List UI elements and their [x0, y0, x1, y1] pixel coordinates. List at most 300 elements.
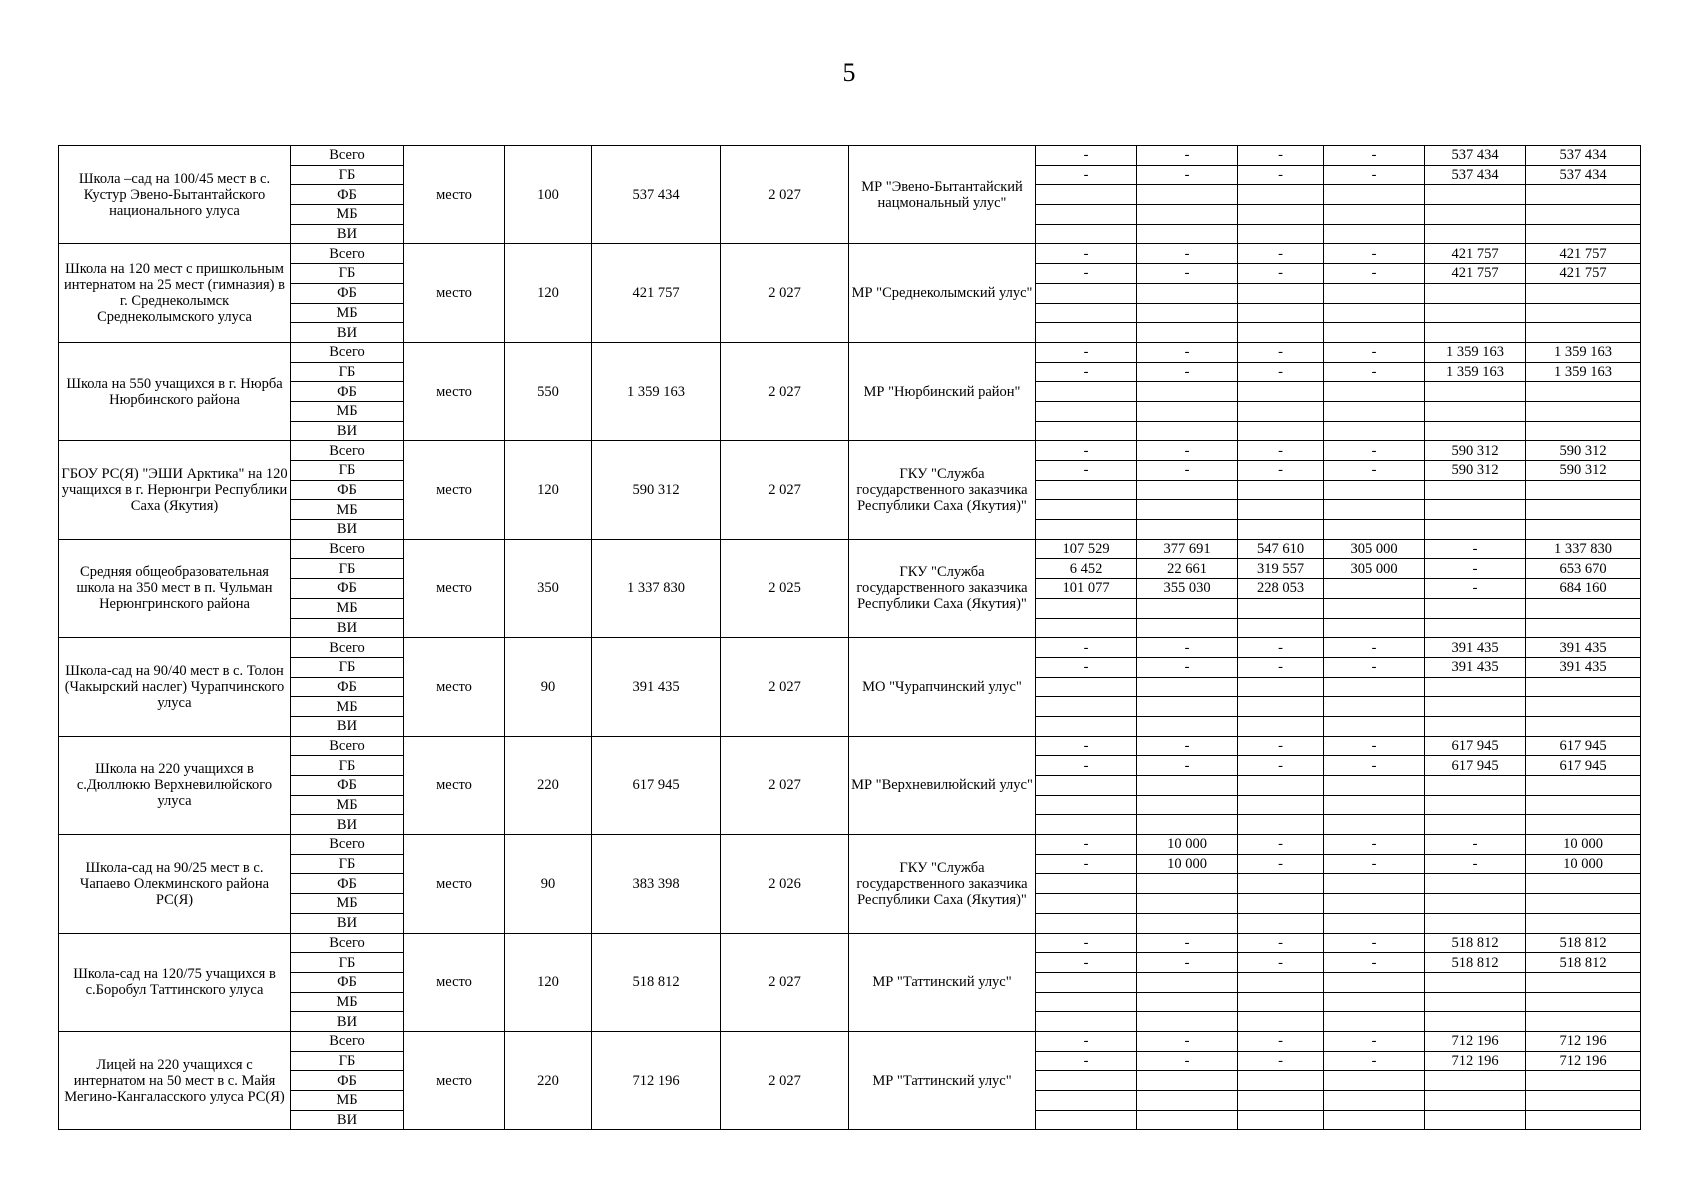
value-cell: 590 312	[1425, 441, 1526, 461]
value-cell	[1425, 677, 1526, 697]
value-cell: 1 359 163	[1425, 342, 1526, 362]
year-cell: 2 026	[721, 835, 849, 933]
value-cell	[1238, 1091, 1324, 1111]
value-cell	[1036, 598, 1137, 618]
value-cell	[1036, 401, 1137, 421]
table-row	[59, 736, 1641, 756]
value-cell: 617 945	[1425, 736, 1526, 756]
capacity-cell: 220	[505, 1031, 592, 1129]
value-cell: 537 434	[1526, 146, 1641, 166]
value-cell	[1324, 894, 1425, 914]
table-row	[59, 244, 1641, 264]
object-name: Школа –сад на 100/45 мест в с. Кустур Эвено-Бытантайского национального улуса	[59, 146, 291, 244]
source-label: ФБ	[291, 283, 404, 303]
value-cell: -	[1238, 1031, 1324, 1051]
source-label: ГБ	[291, 953, 404, 973]
value-cell: -	[1425, 579, 1526, 599]
source-label: ВИ	[291, 815, 404, 835]
capacity-cell: 100	[505, 146, 592, 244]
value-cell: 421 757	[1526, 264, 1641, 284]
value-cell	[1036, 1110, 1137, 1130]
value-cell	[1425, 815, 1526, 835]
value-cell	[1238, 382, 1324, 402]
source-label: ФБ	[291, 185, 404, 205]
value-cell: -	[1137, 933, 1238, 953]
capacity-cell: 90	[505, 638, 592, 736]
value-cell	[1137, 185, 1238, 205]
source-label: ВИ	[291, 421, 404, 441]
page-number: 5	[842, 58, 856, 87]
value-cell: -	[1036, 638, 1137, 658]
value-cell: 712 196	[1526, 1031, 1641, 1051]
value-cell: 101 077	[1036, 579, 1137, 599]
value-cell: -	[1324, 854, 1425, 874]
value-cell: 617 945	[1526, 736, 1641, 756]
value-cell: -	[1238, 165, 1324, 185]
capacity-cell: 90	[505, 835, 592, 933]
value-cell: -	[1238, 441, 1324, 461]
year-cell: 2 027	[721, 638, 849, 736]
value-cell	[1036, 480, 1137, 500]
cost-cell: 383 398	[592, 835, 721, 933]
value-cell	[1324, 697, 1425, 717]
value-cell: 377 691	[1137, 539, 1238, 559]
table-row	[59, 1031, 1641, 1051]
table-row	[59, 342, 1641, 362]
value-cell	[1425, 894, 1526, 914]
value-cell	[1425, 874, 1526, 894]
value-cell	[1526, 815, 1641, 835]
value-cell	[1137, 382, 1238, 402]
investment-table	[58, 145, 1641, 1130]
value-cell: -	[1324, 835, 1425, 855]
value-cell: 617 945	[1425, 756, 1526, 776]
capacity-cell: 220	[505, 736, 592, 834]
unit-cell: место	[404, 539, 505, 637]
value-cell	[1238, 480, 1324, 500]
value-cell	[1137, 205, 1238, 225]
value-cell	[1238, 992, 1324, 1012]
capacity-cell: 120	[505, 244, 592, 342]
value-cell: -	[1137, 756, 1238, 776]
value-cell	[1238, 1110, 1324, 1130]
cost-cell: 391 435	[592, 638, 721, 736]
value-cell	[1036, 500, 1137, 520]
value-cell	[1238, 618, 1324, 638]
cost-cell: 537 434	[592, 146, 721, 244]
value-cell	[1238, 697, 1324, 717]
value-cell	[1526, 992, 1641, 1012]
value-cell	[1238, 972, 1324, 992]
value-cell	[1526, 500, 1641, 520]
value-cell	[1425, 401, 1526, 421]
value-cell: -	[1324, 736, 1425, 756]
object-name: Школа на 120 мест с пришкольным интернатом на 25 мест (гимназия) в г. Среднеколымск Среднеколымского улуса	[59, 244, 291, 342]
value-cell	[1036, 874, 1137, 894]
value-cell	[1425, 382, 1526, 402]
capacity-cell: 350	[505, 539, 592, 637]
value-cell	[1425, 716, 1526, 736]
value-cell	[1036, 421, 1137, 441]
customer-cell: МР "Верхневилюйский улус"	[849, 736, 1036, 834]
source-label: ВИ	[291, 224, 404, 244]
source-label: ВИ	[291, 716, 404, 736]
value-cell	[1425, 520, 1526, 540]
value-cell	[1238, 185, 1324, 205]
value-cell	[1036, 913, 1137, 933]
value-cell: -	[1238, 638, 1324, 658]
value-cell: -	[1324, 638, 1425, 658]
value-cell	[1425, 224, 1526, 244]
value-cell: 391 435	[1425, 657, 1526, 677]
value-cell: 10 000	[1526, 854, 1641, 874]
source-label: ГБ	[291, 264, 404, 284]
value-cell	[1137, 1071, 1238, 1091]
value-cell	[1324, 598, 1425, 618]
value-cell: -	[1238, 657, 1324, 677]
customer-cell: МР "Таттинский улус"	[849, 933, 1036, 1031]
value-cell: 1 359 163	[1526, 362, 1641, 382]
source-label: ФБ	[291, 776, 404, 796]
object-name: Школа-сад на 90/40 мест в с. Толон (Чакырский наслег) Чурапчинского улуса	[59, 638, 291, 736]
value-cell	[1324, 815, 1425, 835]
value-cell	[1238, 1012, 1324, 1032]
value-cell	[1324, 874, 1425, 894]
value-cell: 712 196	[1526, 1051, 1641, 1071]
value-cell	[1137, 303, 1238, 323]
unit-cell: место	[404, 342, 505, 440]
value-cell	[1324, 716, 1425, 736]
value-cell	[1238, 913, 1324, 933]
source-label: ВИ	[291, 1110, 404, 1130]
value-cell	[1526, 598, 1641, 618]
unit-cell: место	[404, 441, 505, 539]
cost-cell: 617 945	[592, 736, 721, 834]
value-cell: 107 529	[1036, 539, 1137, 559]
value-cell: -	[1036, 146, 1137, 166]
value-cell	[1526, 421, 1641, 441]
source-label: ФБ	[291, 579, 404, 599]
value-cell	[1137, 913, 1238, 933]
cost-cell: 712 196	[592, 1031, 721, 1129]
value-cell	[1036, 894, 1137, 914]
source-label: ФБ	[291, 677, 404, 697]
cost-cell: 421 757	[592, 244, 721, 342]
value-cell	[1238, 795, 1324, 815]
value-cell: -	[1425, 854, 1526, 874]
value-cell: -	[1137, 638, 1238, 658]
value-cell: 537 434	[1425, 165, 1526, 185]
source-label: ФБ	[291, 382, 404, 402]
value-cell: -	[1137, 1051, 1238, 1071]
value-cell	[1425, 1091, 1526, 1111]
value-cell: -	[1324, 953, 1425, 973]
value-cell	[1526, 1071, 1641, 1091]
value-cell	[1425, 1110, 1526, 1130]
value-cell: -	[1036, 854, 1137, 874]
value-cell	[1526, 185, 1641, 205]
value-cell	[1425, 598, 1526, 618]
source-label: ГБ	[291, 461, 404, 481]
table-row	[59, 441, 1641, 461]
customer-cell: ГКУ "Служба государственного заказчика Республики Саха (Якутия)"	[849, 835, 1036, 933]
source-label: МБ	[291, 894, 404, 914]
value-cell: -	[1324, 933, 1425, 953]
source-label: Всего	[291, 342, 404, 362]
source-label: МБ	[291, 697, 404, 717]
value-cell	[1324, 795, 1425, 815]
source-label: Всего	[291, 244, 404, 264]
value-cell: 421 757	[1425, 264, 1526, 284]
value-cell	[1137, 894, 1238, 914]
source-label: ГБ	[291, 165, 404, 185]
value-cell	[1324, 1110, 1425, 1130]
value-cell	[1137, 1012, 1238, 1032]
value-cell	[1526, 795, 1641, 815]
value-cell	[1238, 1071, 1324, 1091]
value-cell	[1238, 874, 1324, 894]
value-cell	[1036, 716, 1137, 736]
value-cell	[1036, 1071, 1137, 1091]
customer-cell: ГКУ "Служба государственного заказчика Республики Саха (Якутия)"	[849, 539, 1036, 637]
value-cell: -	[1137, 362, 1238, 382]
source-label: Всего	[291, 539, 404, 559]
value-cell	[1036, 815, 1137, 835]
object-name: Лицей на 220 учащихся с интернатом на 50 мест в с. Майя Мегино-Кангаласского улуса РС(Я)	[59, 1031, 291, 1129]
value-cell: 518 812	[1526, 953, 1641, 973]
table-row	[59, 835, 1641, 855]
value-cell	[1425, 205, 1526, 225]
value-cell	[1324, 992, 1425, 1012]
value-cell	[1238, 401, 1324, 421]
value-cell: 421 757	[1526, 244, 1641, 264]
year-cell: 2 027	[721, 1031, 849, 1129]
value-cell: -	[1324, 342, 1425, 362]
value-cell	[1324, 303, 1425, 323]
value-cell	[1036, 520, 1137, 540]
value-cell: 228 053	[1238, 579, 1324, 599]
value-cell: -	[1036, 933, 1137, 953]
value-cell	[1137, 421, 1238, 441]
value-cell: 305 000	[1324, 559, 1425, 579]
value-cell: 1 359 163	[1425, 362, 1526, 382]
table-row	[59, 638, 1641, 658]
value-cell: -	[1137, 953, 1238, 973]
source-label: Всего	[291, 736, 404, 756]
value-cell: -	[1324, 461, 1425, 481]
value-cell: -	[1238, 736, 1324, 756]
source-label: МБ	[291, 500, 404, 520]
value-cell	[1324, 224, 1425, 244]
value-cell: -	[1036, 165, 1137, 185]
year-cell: 2 027	[721, 933, 849, 1031]
value-cell: 518 812	[1526, 933, 1641, 953]
value-cell	[1137, 224, 1238, 244]
customer-cell: МО "Чурапчинский улус"	[849, 638, 1036, 736]
value-cell: -	[1137, 146, 1238, 166]
value-cell	[1526, 480, 1641, 500]
source-label: ФБ	[291, 480, 404, 500]
source-label: Всего	[291, 933, 404, 953]
source-label: МБ	[291, 992, 404, 1012]
value-cell	[1526, 382, 1641, 402]
value-cell: -	[1036, 342, 1137, 362]
value-cell: 6 452	[1036, 559, 1137, 579]
value-cell	[1036, 677, 1137, 697]
unit-cell: место	[404, 244, 505, 342]
value-cell	[1425, 323, 1526, 343]
value-cell	[1137, 500, 1238, 520]
year-cell: 2 027	[721, 441, 849, 539]
value-cell	[1324, 205, 1425, 225]
value-cell	[1137, 776, 1238, 796]
value-cell: -	[1036, 244, 1137, 264]
value-cell	[1036, 205, 1137, 225]
value-cell	[1036, 1012, 1137, 1032]
unit-cell: место	[404, 835, 505, 933]
source-label: ФБ	[291, 1071, 404, 1091]
value-cell: 518 812	[1425, 933, 1526, 953]
value-cell	[1324, 323, 1425, 343]
value-cell	[1425, 992, 1526, 1012]
value-cell: 1 359 163	[1526, 342, 1641, 362]
value-cell	[1324, 913, 1425, 933]
value-cell	[1324, 972, 1425, 992]
value-cell: -	[1238, 264, 1324, 284]
source-label: МБ	[291, 205, 404, 225]
value-cell	[1526, 894, 1641, 914]
value-cell: -	[1425, 539, 1526, 559]
value-cell	[1036, 972, 1137, 992]
source-label: ГБ	[291, 362, 404, 382]
value-cell: -	[1036, 441, 1137, 461]
customer-cell: МР "Среднеколымский улус"	[849, 244, 1036, 342]
value-cell: 319 557	[1238, 559, 1324, 579]
value-cell: -	[1137, 441, 1238, 461]
value-cell	[1036, 303, 1137, 323]
value-cell	[1238, 776, 1324, 796]
value-cell	[1324, 579, 1425, 599]
value-cell	[1425, 500, 1526, 520]
value-cell	[1137, 874, 1238, 894]
value-cell: -	[1425, 559, 1526, 579]
value-cell: -	[1036, 1031, 1137, 1051]
source-label: ВИ	[291, 913, 404, 933]
value-cell: 391 435	[1425, 638, 1526, 658]
value-cell: -	[1324, 264, 1425, 284]
value-cell	[1526, 776, 1641, 796]
value-cell	[1324, 500, 1425, 520]
source-label: ГБ	[291, 657, 404, 677]
value-cell	[1036, 992, 1137, 1012]
value-cell	[1425, 421, 1526, 441]
source-label: МБ	[291, 303, 404, 323]
value-cell: -	[1324, 657, 1425, 677]
value-cell: 10 000	[1137, 835, 1238, 855]
customer-cell: МР "Нюрбинский район"	[849, 342, 1036, 440]
value-cell	[1036, 618, 1137, 638]
value-cell: -	[1324, 244, 1425, 264]
value-cell: 391 435	[1526, 638, 1641, 658]
object-name: Школа на 550 учащихся в г. Нюрба Нюрбинского района	[59, 342, 291, 440]
value-cell: 712 196	[1425, 1031, 1526, 1051]
value-cell: 712 196	[1425, 1051, 1526, 1071]
value-cell	[1137, 1110, 1238, 1130]
year-cell: 2 027	[721, 736, 849, 834]
value-cell	[1036, 697, 1137, 717]
value-cell	[1324, 618, 1425, 638]
value-cell	[1526, 972, 1641, 992]
cost-cell: 518 812	[592, 933, 721, 1031]
value-cell: -	[1238, 1051, 1324, 1071]
value-cell: 537 434	[1526, 165, 1641, 185]
value-cell	[1526, 1091, 1641, 1111]
value-cell: -	[1137, 244, 1238, 264]
value-cell: -	[1036, 736, 1137, 756]
value-cell	[1036, 185, 1137, 205]
value-cell	[1526, 1110, 1641, 1130]
value-cell	[1425, 1012, 1526, 1032]
table-row	[59, 539, 1641, 559]
value-cell	[1324, 283, 1425, 303]
customer-cell: ГКУ "Служба государственного заказчика Республики Саха (Якутия)"	[849, 441, 1036, 539]
source-label: Всего	[291, 835, 404, 855]
value-cell	[1137, 972, 1238, 992]
value-cell: 590 312	[1425, 461, 1526, 481]
capacity-cell: 550	[505, 342, 592, 440]
value-cell	[1526, 697, 1641, 717]
value-cell: 305 000	[1324, 539, 1425, 559]
object-name: Школа-сад на 90/25 мест в с. Чапаево Олекминского района РС(Я)	[59, 835, 291, 933]
unit-cell: место	[404, 1031, 505, 1129]
value-cell: -	[1137, 264, 1238, 284]
value-cell: -	[1324, 165, 1425, 185]
value-cell: -	[1238, 835, 1324, 855]
value-cell	[1526, 401, 1641, 421]
value-cell	[1526, 205, 1641, 225]
value-cell: 22 661	[1137, 559, 1238, 579]
value-cell	[1036, 776, 1137, 796]
value-cell: 1 337 830	[1526, 539, 1641, 559]
value-cell	[1137, 401, 1238, 421]
value-cell: 518 812	[1425, 953, 1526, 973]
object-name: Школа-сад на 120/75 учащихся в с.Боробул Таттинского улуса	[59, 933, 291, 1031]
value-cell	[1425, 185, 1526, 205]
customer-cell: МР "Эвено-Бытантайский нацмональный улус"	[849, 146, 1036, 244]
table-row	[59, 933, 1641, 953]
value-cell: -	[1137, 342, 1238, 362]
value-cell	[1137, 677, 1238, 697]
value-cell	[1526, 618, 1641, 638]
value-cell	[1137, 992, 1238, 1012]
source-label: Всего	[291, 146, 404, 166]
value-cell	[1137, 323, 1238, 343]
value-cell: -	[1238, 933, 1324, 953]
value-cell	[1238, 323, 1324, 343]
value-cell: -	[1036, 1051, 1137, 1071]
value-cell	[1324, 1091, 1425, 1111]
value-cell	[1425, 972, 1526, 992]
source-label: ВИ	[291, 323, 404, 343]
value-cell: -	[1324, 146, 1425, 166]
value-cell: -	[1036, 461, 1137, 481]
value-cell	[1137, 697, 1238, 717]
value-cell	[1238, 283, 1324, 303]
value-cell	[1238, 815, 1324, 835]
value-cell	[1137, 520, 1238, 540]
value-cell: -	[1036, 264, 1137, 284]
source-label: МБ	[291, 598, 404, 618]
